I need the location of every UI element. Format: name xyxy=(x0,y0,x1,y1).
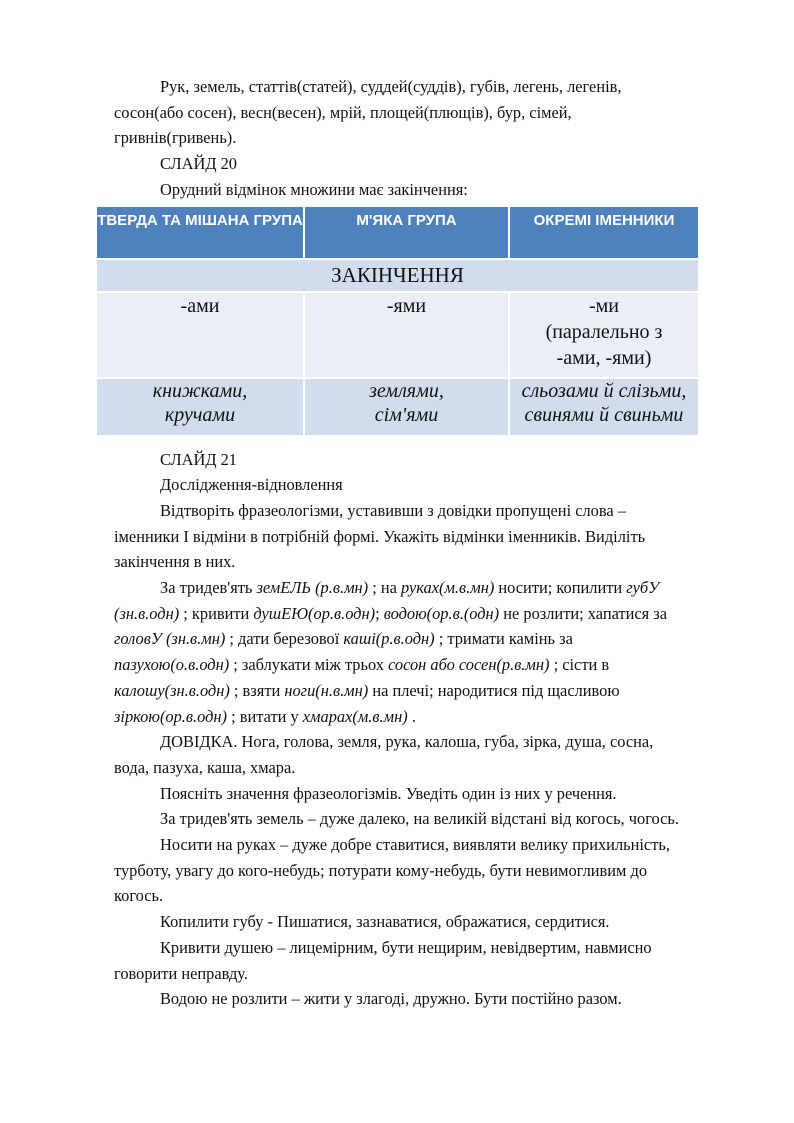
slide-21-heading: СЛАЙД 21 xyxy=(160,449,237,469)
dovidka-text: ДОВІДКА. Нога, голова, земля, рука, калоша, губа, зірка, душа, сосна, вода, пазуха, каша, хмара. xyxy=(114,732,654,777)
exercise-segment: ; сісти в xyxy=(549,655,610,675)
exercise-segment: ; на xyxy=(368,578,402,598)
exercise-segment: ; взяти xyxy=(229,680,285,700)
table-band: ЗАКІНЧЕННЯ xyxy=(96,259,699,292)
exercise-text xyxy=(114,575,680,729)
phrase-word: зіркою(ор.в.одн) xyxy=(114,706,227,726)
slide-21-title: Дослідження-відновлення xyxy=(160,475,343,495)
exercise-segment: ; заблукати між трьох xyxy=(229,655,389,675)
meaning-paragraph: За тридев'ять земель – дуже далеко, на великій відстані від когось, чогось. xyxy=(160,809,679,829)
intro-line: гривнів(гривень). xyxy=(114,128,237,148)
phrase-word: душЕЮ(ор.в.одн) xyxy=(253,603,376,623)
phrase-word: пазухою(о.в.одн) xyxy=(114,655,230,675)
explain-task: Поясніть значення фразеологізмів. Уведіть один із них у речення. xyxy=(160,783,617,803)
phrase-word: губУ (зн.в.одн) xyxy=(114,578,660,623)
document-page xyxy=(97,74,687,1012)
meaning-paragraph: Копилити губу - Пишатися, зазнаватися, ображатися, сердитися. xyxy=(160,912,610,932)
phrase-word: калошу(зн.в.одн) xyxy=(114,680,230,700)
phrase-word: сосон або сосен(р.в.мн) xyxy=(388,655,550,675)
exercise-segment: носити; копилити xyxy=(494,578,627,598)
meaning-paragraph: Носити на руках – дуже добре ставитися, виявляти велику прихильність, турботу, увагу до кого-небудь; потурати кому-небудь, бути невимогливим до когось. xyxy=(114,835,670,906)
task-text: Відтворіть фразеологізми, уставивши з довідки пропущені слова – іменники І відміни в потрібній формі. Укажіть відмінки іменників. Виділіть закінчення в них. xyxy=(114,500,646,572)
table-header: М'ЯКА ГРУПА xyxy=(304,206,509,259)
ending-cell: -ями xyxy=(304,292,509,378)
meaning-paragraph: Кривити душею – лицемірним, бути нещирим, невідвертим, навмисно говорити неправду. xyxy=(114,937,652,983)
phrase-word: ноги(н.в.мн) xyxy=(284,680,369,700)
endings-table xyxy=(95,205,700,437)
phrase-word: головУ (зн.в.мн) xyxy=(114,629,226,649)
exercise-segment: ; xyxy=(375,603,384,623)
example-cell: землями, сім'ями xyxy=(304,378,509,436)
slide-20-heading: СЛАЙД 20 xyxy=(160,154,237,174)
slide-20-text: Орудний відмінок множини має закінчення: xyxy=(160,179,468,199)
ending-cell: -ми (паралельно з -ами, -ями) xyxy=(509,292,699,378)
intro-line: Рук, земель, статтів(статей), суддей(суддів), губів, легень, легенів, xyxy=(160,77,622,96)
phrase-word: руках(м.в.мн) xyxy=(401,578,495,598)
intro-line: сосон(або сосен), весн(весен), мрій, площей(плющів), бур, сімей, xyxy=(114,102,572,122)
exercise-segment: ; витати у xyxy=(226,706,303,726)
exercise-segment: ; тримати камінь за xyxy=(434,629,573,649)
exercise-segment: не розлити; хапатися за xyxy=(499,603,668,623)
exercise-segment: ; кривити xyxy=(179,603,254,623)
exercise-segment: на плечі; народитися під щасливою xyxy=(368,680,620,700)
ending-cell: -ами xyxy=(96,292,304,378)
exercise-segment: ; дати березової xyxy=(225,629,344,649)
phrase-word: хмарах(м.в.мн) xyxy=(302,706,408,726)
example-cell: книжками, кручами xyxy=(96,378,304,436)
meaning-paragraph: Водою не розлити – жити у злагоді, дружно. Бути постійно разом. xyxy=(160,989,622,1009)
exercise-segment: За тридев'ять xyxy=(160,578,257,598)
table-header: ОКРЕМІ ІМЕННИКИ xyxy=(509,206,699,259)
table-header: ТВЕРДА ТА МІШАНА ГРУПА xyxy=(96,206,304,259)
phrase-word: земЕЛЬ (р.в.мн) xyxy=(256,578,369,598)
phrase-word: каші(р.в.одн) xyxy=(343,629,435,649)
exercise-segment: . xyxy=(407,706,416,726)
example-cell: сльозами й слізьми, свинями й свиньми xyxy=(509,378,699,436)
phrase-word: водою(ор.в.(одн) xyxy=(383,603,500,623)
